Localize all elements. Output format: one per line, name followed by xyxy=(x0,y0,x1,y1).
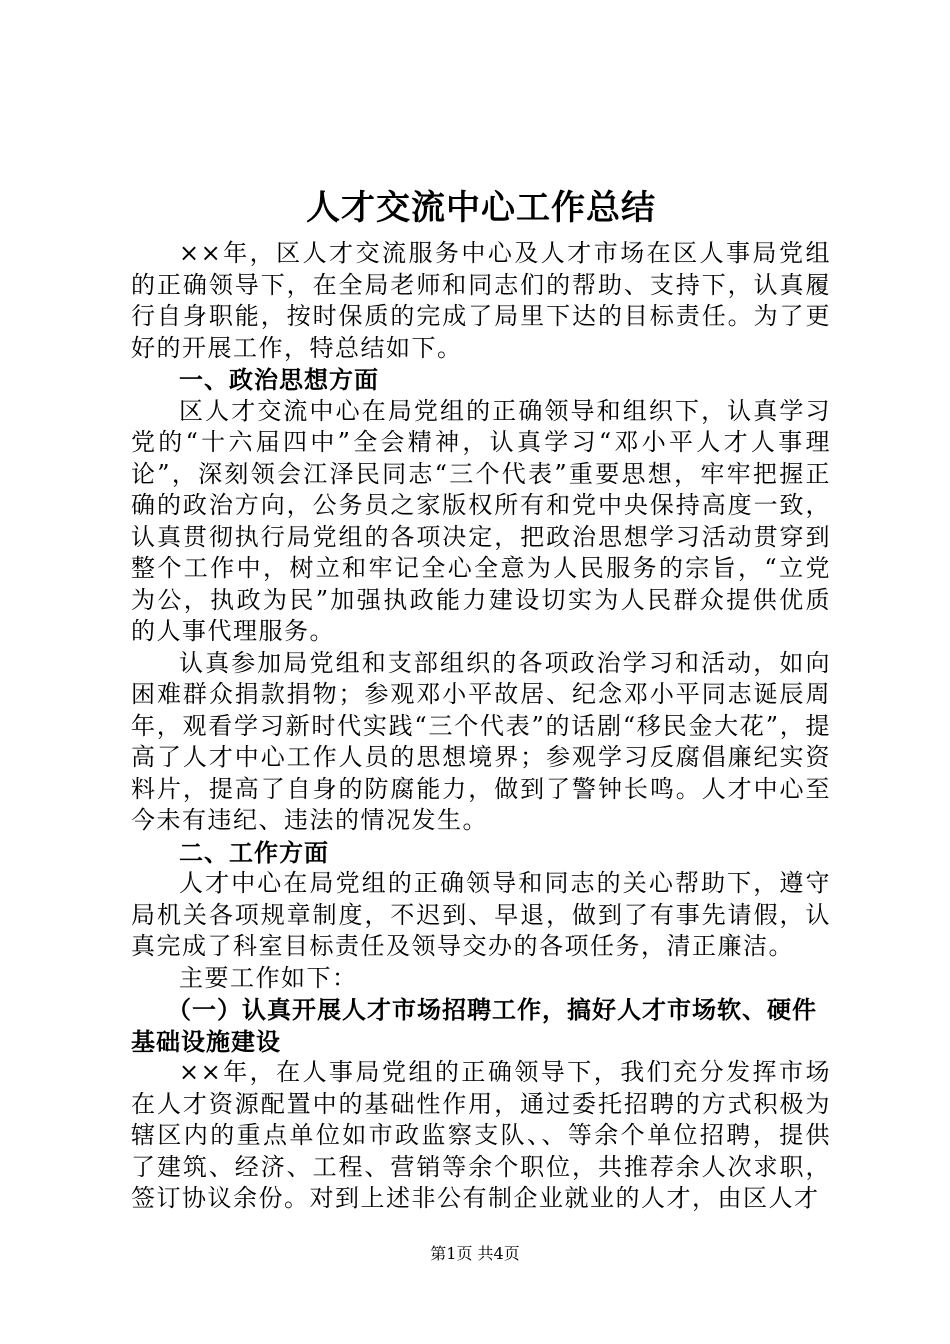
political-paragraph-1: 区人才交流中心在局党组的正确领导和组织下，认真学习党的“十六届四中”全会精神，认真学习“邓小平人才人事理论”，深刻领会江泽民同志“三个代表”重要思想，牢牢把握正确的政治方向，公务员之家版权所有和党中央保持高度一致，认真贯彻执行局党组的各项决定，把政治思想学习活动贯穿到整个工作中，树立和牢记全心全意为人民服务的宗旨，“立党为公，执政为民”加强执政能力建设切实为人民群众提供优质的人事代理服务。 xyxy=(131,396,831,645)
subsection-heading-recruitment: （一）认真开展人才市场招聘工作，搞好人才市场软、硬件基础设施建设 xyxy=(131,995,817,1056)
work-paragraph-1: 人才中心在局党组的正确领导和同志的关心帮助下，遵守局机关各项规章制度，不迟到、早退，做到了有事先请假，认真完成了科室目标责任及领导交办的各项任务，清正廉洁。 xyxy=(131,869,831,960)
document-title: 人才交流中心工作总结 xyxy=(306,188,656,228)
section-heading-political: 一、政治思想方面 xyxy=(179,365,379,394)
document-page xyxy=(131,186,831,1215)
intro-paragraph: ××年，区人才交流服务中心及人才市场在区人事局党组的正确领导下，在全局老师和同志们的帮助、支持下，认真履行自身职能，按时保质的完成了局里下达的目标责任。为了更好的开展工作，特总结如下。 xyxy=(131,239,831,362)
political-paragraph-2: 认真参加局党组和支部组织的各项政治学习和活动，如向困难群众捐款捐物；参观邓小平故居、纪念邓小平同志诞辰周年，观看学习新时代实践“三个代表”的话剧“移民金大花”，提高了人才中心工作人员的思想境界；参观学习反腐倡廉纪实资料片，提高了自身的防腐能力，做到了警钟长鸣。人才中心至今未有违纪、违法的情况发生。 xyxy=(131,648,831,834)
recruitment-paragraph: ××年，在人事局党组的正确领导下，我们充分发挥市场在人才资源配置中的基础性作用，通过委托招聘的方式积极为辖区内的重点单位如市政监察支队、、等余个单位招聘，提供了建筑、经济、工程、营销等余个职位，共推荐余人次求职，签订协议余份。对到上述非公有制企业就业的人才，由区人才 xyxy=(131,1058,831,1212)
page-footer: 第1页 共4页 xyxy=(430,1244,520,1263)
work-paragraph-2: 主要工作如下： xyxy=(179,963,358,992)
section-heading-work: 二、工作方面 xyxy=(179,837,329,867)
